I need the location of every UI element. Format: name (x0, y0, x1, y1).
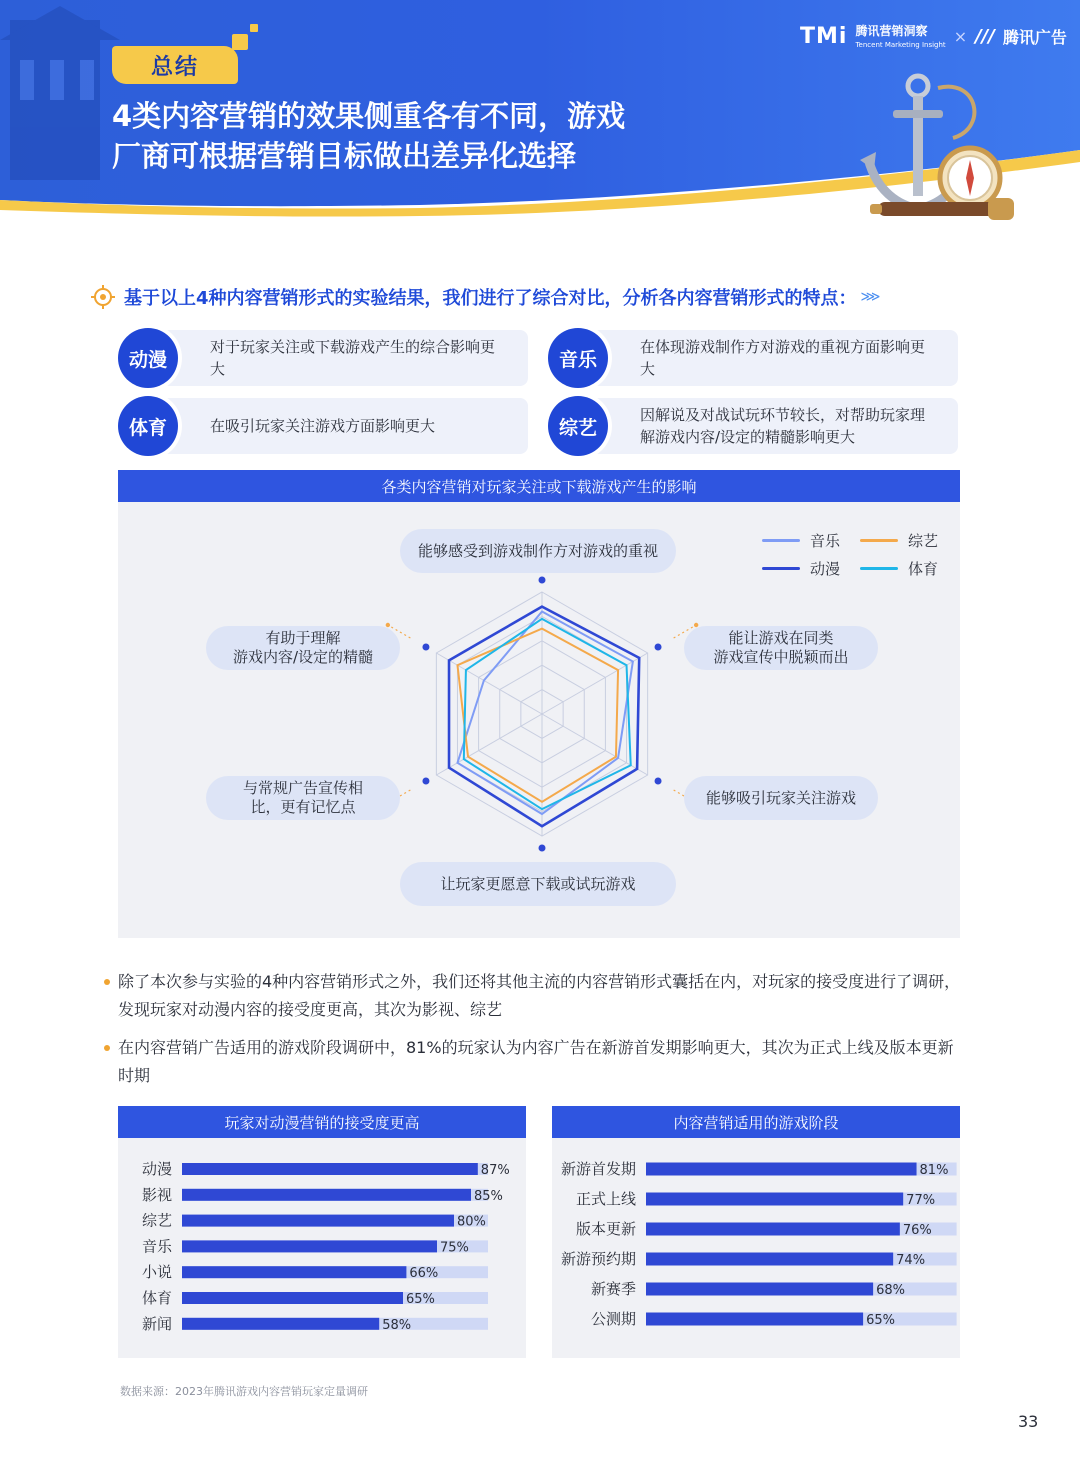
page-number: 33 (1018, 1412, 1039, 1431)
radar-series-动漫 (449, 607, 639, 827)
bullet-dot (104, 979, 110, 985)
bar-chart-panel-acceptance (118, 1106, 526, 1358)
tag-decoration (250, 24, 258, 32)
legend-swatch (762, 567, 800, 570)
title-line-1: 4类内容营销的效果侧重各有不同，游戏 (112, 99, 626, 133)
radar-axis-label (684, 776, 878, 820)
bar-value-label: 68% (876, 1283, 906, 1298)
bar-value-label: 85% (474, 1188, 503, 1204)
bar-category-label: 小说 (141, 1263, 172, 1282)
bar-value-label: 81% (919, 1163, 949, 1178)
bar-category-label: 新游预约期 (560, 1250, 636, 1268)
radar-spoke (436, 714, 542, 775)
axis-label-line: 能够感受到游戏制作方对游戏的重视 (417, 541, 658, 560)
page-title (112, 96, 752, 176)
data-source: 数据来源：2023年腾讯游戏内容营销玩家定量调研 (120, 1385, 368, 1398)
bar-category-label: 影视 (141, 1185, 172, 1204)
radar-axis-label (206, 626, 400, 670)
bullet-dot (104, 1045, 110, 1051)
radar-axis-label (206, 776, 400, 820)
radar-connector-dot (386, 623, 390, 627)
legend-swatch (860, 539, 898, 542)
axis-label-line: 能让游戏在同类 (728, 629, 834, 647)
card-text: 对于玩家关注或下载游戏产生的综合影响更大 (210, 338, 496, 378)
bar-value-label: 58% (382, 1317, 412, 1333)
bar-category-label: 正式上线 (575, 1190, 636, 1208)
chevrons-right-icon: ⋙ (860, 289, 881, 305)
axis-label-line: 能够吸引玩家关注游戏 (705, 788, 856, 807)
bar-chart-title: 内容营销适用的游戏阶段 (552, 1106, 960, 1138)
bar-value-label: 75% (440, 1240, 469, 1256)
radar-axis-marker (539, 845, 546, 852)
card-text: 在体现游戏制作方对游戏的重视方面影响更大 (640, 338, 926, 378)
bar (646, 1253, 893, 1266)
bar-chart-acceptance (118, 1106, 526, 1358)
bar (182, 1292, 403, 1304)
bar-category-label: 综艺 (141, 1211, 172, 1230)
tmi-logo-en: Tencent Marketing Insight (855, 40, 946, 49)
radar-axis-marker (422, 644, 429, 651)
bar-category-label: 动漫 (141, 1160, 172, 1178)
card-badge: 体育 (118, 396, 178, 456)
legend-item-music (762, 530, 840, 551)
card-text: 因解说及对战试玩环节较长，对帮助玩家理解游戏内容/设定的精髓影响更大 (640, 406, 926, 446)
card-badge: 综艺 (548, 396, 608, 456)
legend-label: 体育 (908, 560, 939, 578)
bar (646, 1283, 873, 1296)
card-badge: 音乐 (548, 328, 608, 388)
bar (646, 1223, 900, 1236)
legend-swatch (762, 539, 800, 542)
summary-tag: 总结 (112, 46, 238, 84)
radar-axis-marker (655, 644, 662, 651)
target-icon (90, 284, 116, 310)
legend-label: 音乐 (810, 532, 841, 550)
bar-chart-stage (552, 1106, 960, 1358)
bullet-text: 在内容营销广告适用的游戏阶段调研中，81%的玩家认为内容广告在新游首发期影响更大，其次为正式上线及版本更新时期 (118, 1038, 954, 1085)
bar-value-label: 65% (406, 1292, 435, 1307)
bar (182, 1189, 471, 1201)
bar (182, 1266, 406, 1278)
bar-value-label: 66% (409, 1266, 439, 1282)
tmi-logo-text (855, 22, 945, 51)
bar-value-label: 87% (480, 1163, 510, 1178)
bullet-point (104, 968, 966, 1024)
radar-axis-label (400, 862, 676, 906)
tmi-logo: TMi (800, 23, 848, 49)
title-line-2: 厂商可根据营销目标做出差异化选择 (112, 139, 577, 173)
bar-category-label: 新闻 (141, 1314, 172, 1333)
bar-category-label: 新游首发期 (560, 1160, 636, 1178)
feature-card-sports (124, 398, 528, 454)
bar (182, 1240, 437, 1252)
legend-item-anime (762, 558, 840, 579)
logo-group (800, 22, 1067, 50)
bar-chart-title: 玩家对动漫营销的接受度更高 (118, 1106, 526, 1138)
radar-chart-panel (118, 470, 960, 938)
radar-axis-marker (539, 577, 546, 584)
anchor-compass-illustration (858, 68, 1028, 228)
tencent-ad-logo-mark: /// (975, 25, 995, 47)
radar-chart-title: 各类内容营销对玩家关注或下载游戏产生的影响 (118, 470, 960, 502)
bar (646, 1163, 917, 1176)
axis-label-line: 让玩家更愿意下载或试玩游戏 (440, 874, 636, 893)
intro-text: 基于以上4种内容营销形式的实验结果，我们进行了综合对比，分析各内容营销形式的特点： (124, 284, 857, 310)
axis-label-line: 与常规广告宣传相 (242, 779, 363, 797)
feature-card-music (554, 330, 958, 386)
bar-value-label: 80% (457, 1214, 486, 1230)
legend-item-sports (860, 558, 938, 579)
radar-axis-marker (422, 778, 429, 785)
card-badge: 动漫 (118, 328, 178, 388)
bar-chart-panel-stage (552, 1106, 960, 1358)
axis-label-line: 游戏宣传中脱颖而出 (713, 648, 849, 666)
radar-axis-label (400, 529, 676, 573)
tencent-ad-logo: 腾讯广告 (1002, 27, 1067, 47)
logo-separator: × (953, 26, 968, 46)
bar (646, 1193, 903, 1206)
radar-spoke (436, 653, 542, 714)
bar-category-label: 新赛季 (590, 1280, 636, 1298)
card-text: 在吸引玩家关注游戏方面影响更大 (210, 417, 436, 435)
header-banner (0, 0, 1080, 230)
radar-axis-marker (655, 778, 662, 785)
bullet-text: 除了本次参与实验的4种内容营销形式之外，我们还将其他主流的内容营销形式囊括在内，对玩家的接受度进行了调研，发现玩家对动漫内容的接受度更高，其次为影视、综艺 (118, 972, 961, 1019)
radar-axis-label (684, 626, 878, 670)
bar-category-label: 公测期 (590, 1310, 636, 1328)
bar (182, 1215, 454, 1227)
radar-spoke (542, 714, 648, 775)
legend-swatch (860, 567, 898, 570)
bar-value-label: 77% (906, 1193, 936, 1208)
bar (182, 1318, 379, 1330)
tag-decoration (232, 34, 248, 50)
bar-category-label: 音乐 (141, 1237, 172, 1256)
bar-category-label: 版本更新 (575, 1220, 636, 1238)
legend-label: 动漫 (810, 560, 841, 578)
axis-label-line: 有助于理解 (265, 629, 341, 647)
feature-card-anime (124, 330, 528, 386)
legend-item-variety (860, 530, 938, 551)
bar-value-label: 76% (902, 1223, 932, 1238)
axis-label-line: 游戏内容/设定的精髓 (232, 648, 374, 666)
tmi-logo-cn: 腾讯营销洞察 (855, 23, 928, 38)
bar (646, 1313, 863, 1326)
intro-line (90, 282, 970, 312)
bullet-point (104, 1034, 966, 1090)
legend-label: 综艺 (908, 532, 939, 550)
bar (182, 1163, 478, 1175)
bar-value-label: 74% (896, 1253, 926, 1268)
axis-label-line: 比，更有记忆点 (250, 798, 356, 816)
bar-category-label: 体育 (141, 1289, 172, 1307)
bar-value-label: 65% (866, 1313, 896, 1328)
feature-card-variety (554, 398, 958, 454)
